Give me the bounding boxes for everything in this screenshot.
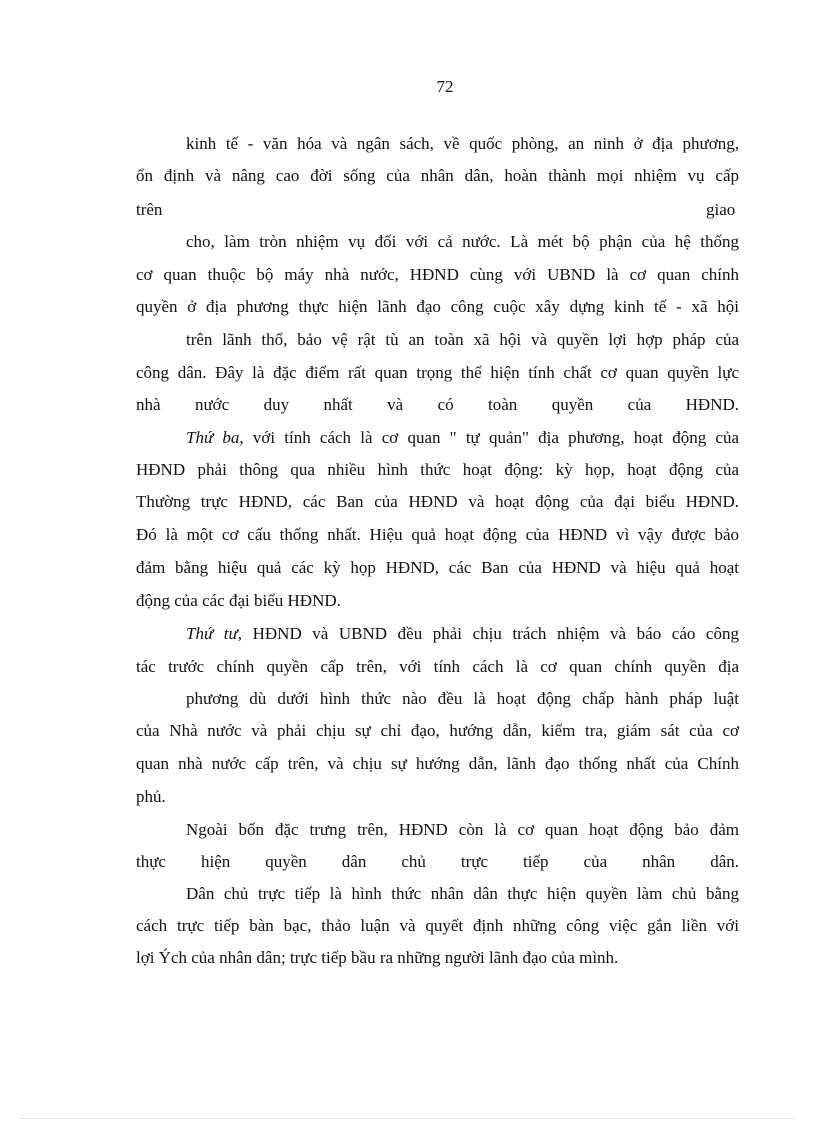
text-line: kinh tế - văn hóa và ngân sách, về quốc phòng, an ninh ở địa phương, — [186, 134, 739, 153]
page-number: 72 — [436, 77, 454, 96]
text-line: lợi Ých của nhân dân; trực tiếp bầu ra những người lãnh đạo của mình. — [136, 948, 619, 967]
page-edge-divider — [20, 1118, 796, 1119]
text-line: tác trước chính quyền cấp trên, với tính cách là cơ quan chính quyền địa — [136, 657, 739, 676]
text-line: trên — [136, 200, 163, 219]
text-line: đảm bằng hiệu quả các kỳ họp HĐND, các Ban của HĐND và hiệu quả hoạt — [136, 558, 739, 577]
text-line: quan nhà nước cấp trên, và chịu sự hướng dẫn, lãnh đạo thống nhất của Chính — [136, 754, 739, 773]
text-line: công dân. Đây là đặc điểm rất quan trọng thể hiện tính chất cơ quan quyền lực — [136, 363, 739, 382]
text-line: cơ quan thuộc bộ máy nhà nước, HĐND cùng với UBND là cơ quan chính — [136, 265, 739, 284]
text-line: Ngoài bốn đặc trưng trên, HĐND còn là cơ quan hoạt động bảo đảm — [186, 820, 739, 839]
text-line: phương dù dưới hình thức nào đều là hoạt động chấp hành pháp luật — [186, 689, 739, 708]
text-run: , HĐND và UBND đều phải chịu trách nhiệm và báo cáo công — [237, 624, 739, 643]
text-line: của Nhà nước và phải chịu sự chỉ đạo, hướng dẫn, kiểm tra, giám sát của cơ — [136, 721, 739, 740]
text-line: quyền ở địa phương thực hiện lãnh đạo công cuộc xây dựng kinh tế - xã hội — [136, 297, 739, 316]
text-line: Đó là một cơ cấu thống nhất. Hiệu quả hoạt động của HĐND vì vậy được bảo — [136, 525, 739, 544]
emphasis: Thứ tư — [186, 624, 238, 643]
text-line: trên lãnh thổ, bảo vệ rật tù an toàn xã hội và quyền lợi hợp pháp của — [186, 330, 739, 349]
text-line: thực hiện quyền dân chủ trực tiếp của nhân dân. — [136, 852, 739, 871]
text-line: ổn định và nâng cao đời sống của nhân dân, hoàn thành mọi nhiệm vụ cấp — [136, 166, 739, 185]
text-line: cho, làm tròn nhiệm vụ đối với cả nước. Là mét bộ phận của hệ thống — [186, 232, 739, 251]
text-line: HĐND phải thông qua nhiều hình thức hoạt động: kỳ họp, hoạt động của — [136, 460, 739, 479]
text-line: cách trực tiếp bàn bạc, thảo luận và quyết định những công việc gắn liền với — [136, 916, 739, 935]
text-run: , với tính cách là cơ quan " tự quản" địa phương, hoạt động của — [239, 428, 739, 447]
text-line: phủ. — [136, 787, 166, 806]
text-line: Thường trực HĐND, các Ban của HĐND và hoạt động của đại biểu HĐND. — [136, 492, 739, 511]
text-line: Dân chủ trực tiếp là hình thức nhân dân thực hiện quyền làm chủ bằng — [186, 884, 739, 903]
text-line: nhà nước duy nhất và có toàn quyền của HĐND. — [136, 395, 739, 414]
text-line — [186, 623, 739, 645]
emphasis: Thứ ba — [186, 428, 240, 447]
text-line: giao — [706, 200, 736, 219]
text-line — [186, 427, 739, 449]
text-line: động của các đại biểu HĐND. — [136, 591, 341, 610]
